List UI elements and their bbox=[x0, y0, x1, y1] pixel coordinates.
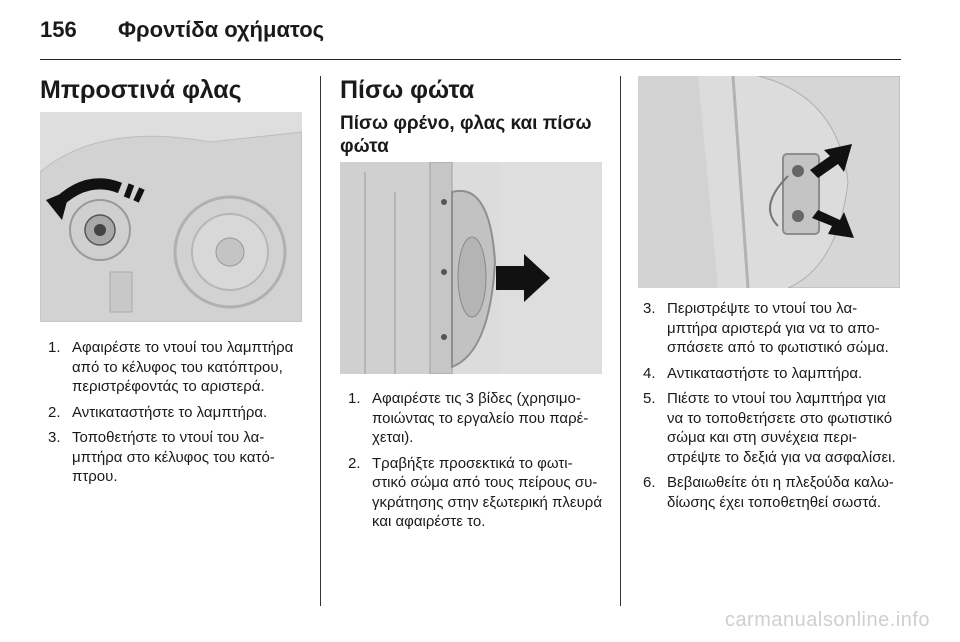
column-divider-right bbox=[620, 76, 621, 606]
page-number: 156 bbox=[40, 17, 77, 42]
step-text: Αντικαταστήστε το λαμπτήρα. bbox=[667, 364, 863, 382]
front-indicator-steps bbox=[48, 338, 308, 493]
step-text: Αντικαταστήστε το λαμπτήρα. bbox=[72, 403, 268, 421]
step-text: Βεβαιωθείτε ότι η πλεξούδα καλω-δίωσης έχει τοποθετηθεί σωστά. bbox=[667, 474, 894, 511]
step-text: Τοποθετήστε το ντουί του λα-μπτήρα στο κέλυφος του κατό-πτρου. bbox=[72, 429, 275, 485]
step-number: 2. bbox=[48, 403, 61, 421]
rear-light-steps bbox=[348, 389, 606, 538]
front-indicator-illustration bbox=[40, 112, 302, 322]
step-text: Πιέστε το ντουί του λαμπτήρα για να το τοποθετήσετε στο φωτιστικό σώμα και στη συνέχεια περι-στρέψτε το δεξιά για να ασφαλίσει. bbox=[667, 390, 896, 466]
watermark: carmanualsonline.info bbox=[724, 609, 930, 631]
subheading-rear-brake-indicator-lights: Πίσω φρένο, φλας και πίσω φώτα bbox=[340, 113, 592, 157]
rear-light-illustration bbox=[340, 162, 602, 374]
step-text: Αφαιρέστε τις 3 βίδες (χρησιμο-ποιώντας το εργαλείο που παρέ-χεται). bbox=[372, 390, 589, 446]
column-divider-left bbox=[320, 76, 321, 606]
step-number: 1. bbox=[48, 339, 61, 356]
page-header bbox=[0, 0, 960, 60]
list-item bbox=[48, 403, 308, 423]
step-number: 2. bbox=[348, 454, 361, 472]
list-item bbox=[48, 428, 308, 487]
list-item bbox=[348, 454, 606, 532]
step-number: 3. bbox=[643, 300, 656, 317]
header-rule bbox=[40, 59, 901, 60]
step-number: 1. bbox=[348, 390, 361, 407]
list-item bbox=[643, 364, 905, 384]
section-heading-front-indicators: Μπροστινά φλας bbox=[40, 76, 242, 104]
step-number: 5. bbox=[643, 390, 656, 407]
list-item bbox=[348, 389, 606, 448]
step-text: Τραβήξτε προσεκτικά το φωτι-στικό σώμα από τους πείρους συ-γκράτησης στην εξωτερική πλευρά και αφαιρέστε το. bbox=[372, 454, 602, 530]
rear-bulb-holder-illustration bbox=[638, 76, 900, 288]
running-title: Φροντίδα οχήματος bbox=[118, 17, 325, 42]
section-heading-rear-lights: Πίσω φώτα bbox=[340, 76, 475, 104]
list-item bbox=[643, 389, 905, 467]
list-item bbox=[643, 473, 905, 512]
list-item bbox=[48, 338, 308, 397]
step-number: 4. bbox=[643, 364, 656, 382]
bulb-replacement-steps bbox=[643, 299, 905, 518]
step-text: Περιστρέψτε το ντουί του λα-μπτήρα αριστερά για να το απο-σπάσετε από το φωτιστικό σώμα. bbox=[667, 300, 889, 356]
step-number: 6. bbox=[643, 474, 656, 491]
step-text: Αφαιρέστε το ντουί του λαμπτήρα από το κέλυφος του κατόπτρου, περιστρέφοντάς το αριστερά. bbox=[72, 339, 294, 395]
list-item bbox=[643, 299, 905, 358]
step-number: 3. bbox=[48, 429, 61, 446]
